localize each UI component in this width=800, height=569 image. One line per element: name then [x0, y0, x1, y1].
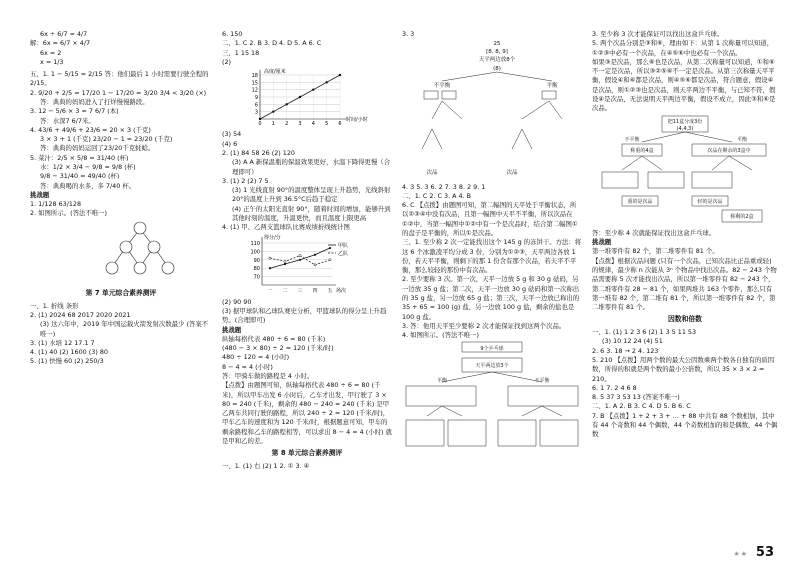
data-point	[299, 254, 301, 256]
line: 5. 210 【点拨】用两个数的最大公因数乘两个数各自独有的质因数，所得的积就是两个数的最小公倍数，所以 35 × 3 × 2 = 210。	[592, 356, 775, 383]
data-point	[312, 89, 314, 91]
data-point	[284, 260, 286, 262]
data-point	[272, 111, 274, 113]
tree-label: 次品	[506, 170, 518, 177]
tree-label: 不平衡	[433, 83, 451, 90]
line: 2. 9/20 + 2/5 = 17/20 1 − 17/20 = 3/20 3/4 < 3/20 (×)	[30, 88, 207, 97]
x-tick-label: 1	[271, 121, 275, 128]
line: 3. 3	[402, 30, 415, 38]
tree-label: 称剩的2盒	[730, 213, 754, 220]
tree-label: [8, 8, 9]	[486, 49, 508, 56]
line: 5. 两个次品分别是③和⑥，理由如下：从第 1 次称量可以知道，①②③中必有一个次品，在④⑤⑥中也必有一个次品。	[592, 39, 774, 57]
page-number: 53	[755, 545, 774, 561]
hint-paragraph: 【点拨】由题图可知，纵轴每格代表 480 ÷ 6 = 80 (千米)，所以甲车出发 6 小时后，乙车才出发，甲行驶了 3 × 80 = 240 (千米)，剩余的 480 − 240 = 240 (千米) 是甲乙两车共同行驶的路程，所以 240 ÷ 2 = 120 (千米/时)，甲车乙车的速度和为 120 千米/时，根据题意可知，甲车的剩余路程和乙车的路程相等，可以求出 8 − 4 = 4 (小时) 就是甲和乙的差。	[222, 381, 392, 445]
y-tick-label: 90	[253, 257, 260, 264]
challenge-heading: 挑战题	[592, 238, 612, 247]
line: (3) A A 新保温瓶的保温效果更好，水温下降得更慢（合理即可）	[232, 158, 391, 176]
data-point	[325, 81, 327, 83]
line: 水：1/2 × 3/4 − 9/8 = 9/8 (杯)	[40, 162, 136, 171]
line: 1. 1/128 63/128	[30, 200, 82, 209]
line: 纵轴每格代表 480 ÷ 6 = 80 (千米)	[222, 334, 326, 343]
x-tick-label: 3	[298, 121, 302, 128]
line: 2. (1) 84 58 26 (2) 120	[222, 148, 295, 157]
line: 4. 3 5. 3 6. 2 7. 3 8. 2 9. 1	[402, 182, 486, 191]
column-3	[402, 30, 582, 452]
data-point	[284, 262, 286, 264]
y-tick-label: 70	[253, 274, 260, 281]
x-tick-label: 4	[311, 121, 315, 128]
x-axis-label: 时间/小时	[346, 117, 368, 124]
line: 如果③是次品，那么⑥也是次品，从第二次称量可以知道，①和⑥不一定是次品，所以③②⑤⑥不一定是次品。从第三次称量天平平衡，假设④和⑥都是次品，则④⑤⑥都是次品，符合题意，假设④是次品，则①②③也是次品，则天平两边不平衡，与已知不符，假设④是次品，无法说明天平两边平衡，假设不成立，因此③和⑥是次品。	[592, 57, 776, 113]
y-tick-label: 18	[251, 73, 258, 80]
column-4	[592, 30, 778, 440]
tree-label: 不平衡	[624, 136, 640, 143]
line: 二、1. A 2. B 3. C 4. D 5. B 6. C	[592, 402, 691, 411]
y-axis-label: 得分/分	[264, 234, 281, 241]
data-point	[339, 74, 341, 76]
weighing-tree-1	[402, 39, 582, 179]
tree-label: 重的是次品	[627, 198, 653, 205]
tree-label: 次品在剩余的3盒中	[707, 147, 751, 154]
x-axis-label: 场次	[336, 287, 347, 294]
line: 答：典典的妈妈进入了打烊慢慢路段。	[40, 97, 149, 106]
data-point	[269, 267, 271, 269]
y-tick-label: 100	[250, 248, 260, 255]
tree-label: 天平两边放3个	[475, 363, 509, 370]
line: 7. B 【点拨】1 + 2 + 3 + … + 88 中共有 88 个数相加，其中有 44 个奇数和 44 个偶数，44 个奇数相加的和是偶数，44 个偶数	[592, 411, 778, 439]
column-2	[222, 30, 392, 471]
x-tick-label: 二	[282, 287, 288, 294]
line: x = 1/3	[40, 57, 64, 66]
tree-label: 称重的4盒	[630, 147, 654, 154]
line: (3) 据甲球队和乙球队赛史分析，甲篮球队的得分呈上升趋势。(合理即可)	[222, 307, 387, 325]
data-point	[259, 118, 261, 120]
line: (3) 54	[222, 130, 242, 139]
x-tick-label: 2	[285, 121, 289, 128]
line: 答：水深7 6/7米。	[40, 116, 95, 125]
line: 4. 如图所示。(答法不唯一)	[402, 331, 480, 340]
tree-label: 天平两边放8个	[478, 57, 516, 64]
hint-paragraph: 【点拨】根据次品问题 (只有一个次品，已知次品比正品重或轻) 的规律，最少称 n 次能从 3ⁿ 个物品中找出次品。82 − 243 个物品需要称 5 次才能找出次品，所以第一堆零件有 82 − 243 个，第二堆零件有 28 − 81 个，如果两堆共 163 个零件，那么只有第一堆有 82 个，第二堆有 81 个，所以第一堆零件有 82 个，第二堆零件有 81 个。	[592, 256, 777, 312]
weighing-tree-3	[592, 114, 778, 226]
line: 6. 1 7. 2 4 6 8	[592, 383, 637, 392]
line: (3) 这六年中，2019 年中国运载火箭发射次数最少 (答案不唯一)	[40, 320, 209, 338]
line: 4. (1) 40 (2) 1600 (3) 80	[30, 348, 108, 357]
line: 答：典典的妈妈运回了23/20千克蚝蛤。	[40, 144, 155, 153]
line: 二、1. C 2. C 3. A 4. B	[402, 191, 472, 200]
line: 5. (1) 快慢 60 (2) 250/3	[30, 357, 104, 366]
legend-label: 甲队	[338, 242, 349, 249]
y-tick-label: 9	[254, 95, 258, 102]
tree-label: 平衡	[436, 378, 448, 385]
y-tick-label: 15	[251, 80, 258, 87]
tree-label: (4,4,3)	[676, 125, 694, 132]
score-line-graph	[238, 233, 368, 295]
line: 答：典典喝的水多，多 7/40 杯。	[40, 181, 136, 190]
tree-label: 不平衡	[534, 378, 550, 385]
line: (4) 6	[222, 139, 238, 148]
line: 2. (1) 2024 68 2017 2020 2021	[30, 311, 131, 320]
line: 三、1 15 18	[222, 48, 260, 57]
line: 五、1. 1 − 5/15 = 2/15 答：他们最后 1 小时需要行驶全程的 2/15。	[30, 70, 209, 88]
line: 9/8 − 31/40 = 49/40 (杯)	[40, 172, 120, 181]
x-tick-label: 五	[327, 287, 333, 294]
y-tick-label: 110	[250, 240, 260, 247]
line: 6. 150	[222, 30, 243, 38]
line: 一、1. 折线 条形	[30, 301, 79, 310]
hint-paragraph: 6. C 【点拨】由题图可知，第二幅图的天平处于平衡状态，所以②③④中没有次品，且第一幅图中天平不平衡，所以次品在①②中，当第一幅图中①②中有一个是次品时，结合第二幅图①的盘子是平衡的，所以①是次品。	[402, 201, 578, 237]
x-tick-label: 5	[325, 121, 329, 128]
y-tick-label: 12	[251, 87, 258, 94]
line: 2. 6 3. 18 → 2 4. 123	[592, 346, 659, 355]
line: 5. 菜汁：2/5 × 5/8 = 31/40 (杯)	[30, 153, 129, 162]
line: 3. (1) 2 (2) 7 5	[222, 176, 269, 185]
tree-label: 9个乒乓球	[480, 346, 504, 353]
line: 3. 答：他用天平至少要称 2 次才能保证找到这两个次品。	[402, 321, 566, 330]
line: (4) 正午的太阳光直射 90°，随着时间的增加，能够升到其他时刻的温度，升温更快，而且温度上限更高	[232, 204, 391, 222]
tree-label: 平衡	[546, 83, 558, 90]
height-line-graph	[238, 67, 368, 127]
line: 3. 12 − 5/6 × 3 = 7 6/7 (本)	[30, 107, 119, 116]
x-tick-label: 三	[297, 287, 303, 294]
tree-label: 平衡	[736, 136, 748, 143]
line: 6x = 2	[40, 48, 62, 57]
weighing-tree-2	[402, 340, 582, 448]
line: 一、1. (1) 右 (2) 1 2. ① 3. ④	[222, 462, 310, 471]
line: 3. 至少称 3 次才能保证可以找出这盒乒乓球。	[592, 30, 724, 38]
line: (2) 90 90	[222, 297, 252, 306]
data-point	[299, 96, 301, 98]
column-1	[30, 30, 212, 367]
data-point	[299, 258, 301, 260]
line: 二、1. C 2. B 3. D 4. D 5. A 6. C	[222, 39, 322, 48]
line: 一、1. (1) 1 2 3 6 (2) 1 3 5 11 53	[592, 328, 697, 337]
x-tick-label: 0	[258, 121, 262, 128]
line: 480 ÷ 120 = 4 (小时)	[222, 353, 290, 362]
tree-label: 把11盒分成3份	[667, 118, 703, 125]
line: 2. 至少要称 3 次。第一次，天平一边放 5 g 和 30 g 砝码，另一边放 35 g 盐；第二次，天平一边放 30 g 砝码和第一次称出的 35 g 盐，另一边放 65 g 盐；第三次，天平一边放已称出的 35 + 65 = 100 (g) 盐，另一边放 100 g 盐，剩余的盐也是 100 g 盐。	[402, 275, 580, 321]
series-line-jia	[270, 248, 330, 268]
line: 8 − 4 = 4 (小时)	[222, 362, 273, 371]
line: 3. (1) 水培 12 17.1 7	[30, 338, 95, 347]
y-tick-label: 80	[253, 265, 260, 272]
data-point	[285, 103, 287, 105]
line: (3) 1 光线直射 90°的温度整体呈现上升趋势，光线斜射 20°的温度上升到 36.5°C后趋于稳定	[232, 186, 391, 204]
challenge-heading: 挑战题	[30, 190, 50, 199]
x-tick-label: 四	[312, 287, 318, 294]
x-tick-label: 6	[338, 121, 342, 128]
line: (480 − 3 × 80) ÷ 2 = 120 (千米/时)	[222, 344, 334, 353]
tree-label: 次品	[426, 170, 438, 177]
challenge-heading: 挑战题	[222, 325, 242, 334]
line: (3) 10 12 24 (4) 51	[602, 337, 663, 346]
line: 答：至少称 4 次就能保证找出这盒乒乓球。	[592, 228, 716, 237]
line: 3 × 3 + 1 (千克) 23/20 − 1 = 23/20 (千克)	[40, 135, 173, 144]
section-heading: 第 7 单元综合素养测评	[85, 288, 157, 297]
line: 8. 5 37 3 53 13 (答案不唯一)	[592, 393, 680, 402]
y-axis-label: 高度/厘米	[264, 69, 286, 76]
section-heading: 因数和倍数	[668, 315, 702, 324]
x-tick-label: 一	[267, 287, 273, 294]
line: 4. (1) 甲、乙两支篮球队比赛成绩折线统计图	[222, 223, 350, 232]
data-point	[269, 257, 271, 259]
data-point	[314, 263, 316, 265]
star-decoration: ★★	[733, 549, 748, 558]
tree-label: 25	[493, 41, 501, 48]
data-point	[329, 258, 331, 260]
line: 4. 43/6 + 49/6 + 23/6 = 20 × 3 (千克)	[30, 125, 151, 134]
line: 2. 如图所示。(答法不唯一)	[30, 209, 108, 218]
circle-tree-diagram	[90, 219, 190, 283]
line: 第一堆零件有 82 个，第二堆零件有 81 个。	[592, 247, 719, 256]
tree-label: 轻的是次品	[697, 198, 723, 205]
line: 答：甲骑车做的路程是 4 小时。	[222, 372, 314, 381]
line: 解：6x = 6/7 × 4/7	[30, 39, 91, 48]
line: 三、1. 至少称 2 次一定能找出这个 145 g 的冻饼干。方法：将这 6 个冰激凌平均分成 3 份，分别为①②③，天平两边各放 1 份，若天平平衡，则剩下的那 1 份含有那个次品，若天平不平衡，那么较轻的那份中有次品。	[402, 238, 582, 275]
y-tick-label: 3	[254, 109, 258, 116]
data-point	[314, 253, 316, 255]
y-tick-label: 6	[254, 102, 258, 109]
data-point	[329, 246, 331, 248]
legend-label: 乙队	[338, 250, 349, 257]
line: (2)	[222, 57, 232, 66]
line: 6x ÷ 6/7 = 4/7	[40, 30, 88, 38]
section-heading: 第 8 单元综合素养测评	[271, 449, 343, 458]
tree-label: (8)	[493, 66, 501, 73]
